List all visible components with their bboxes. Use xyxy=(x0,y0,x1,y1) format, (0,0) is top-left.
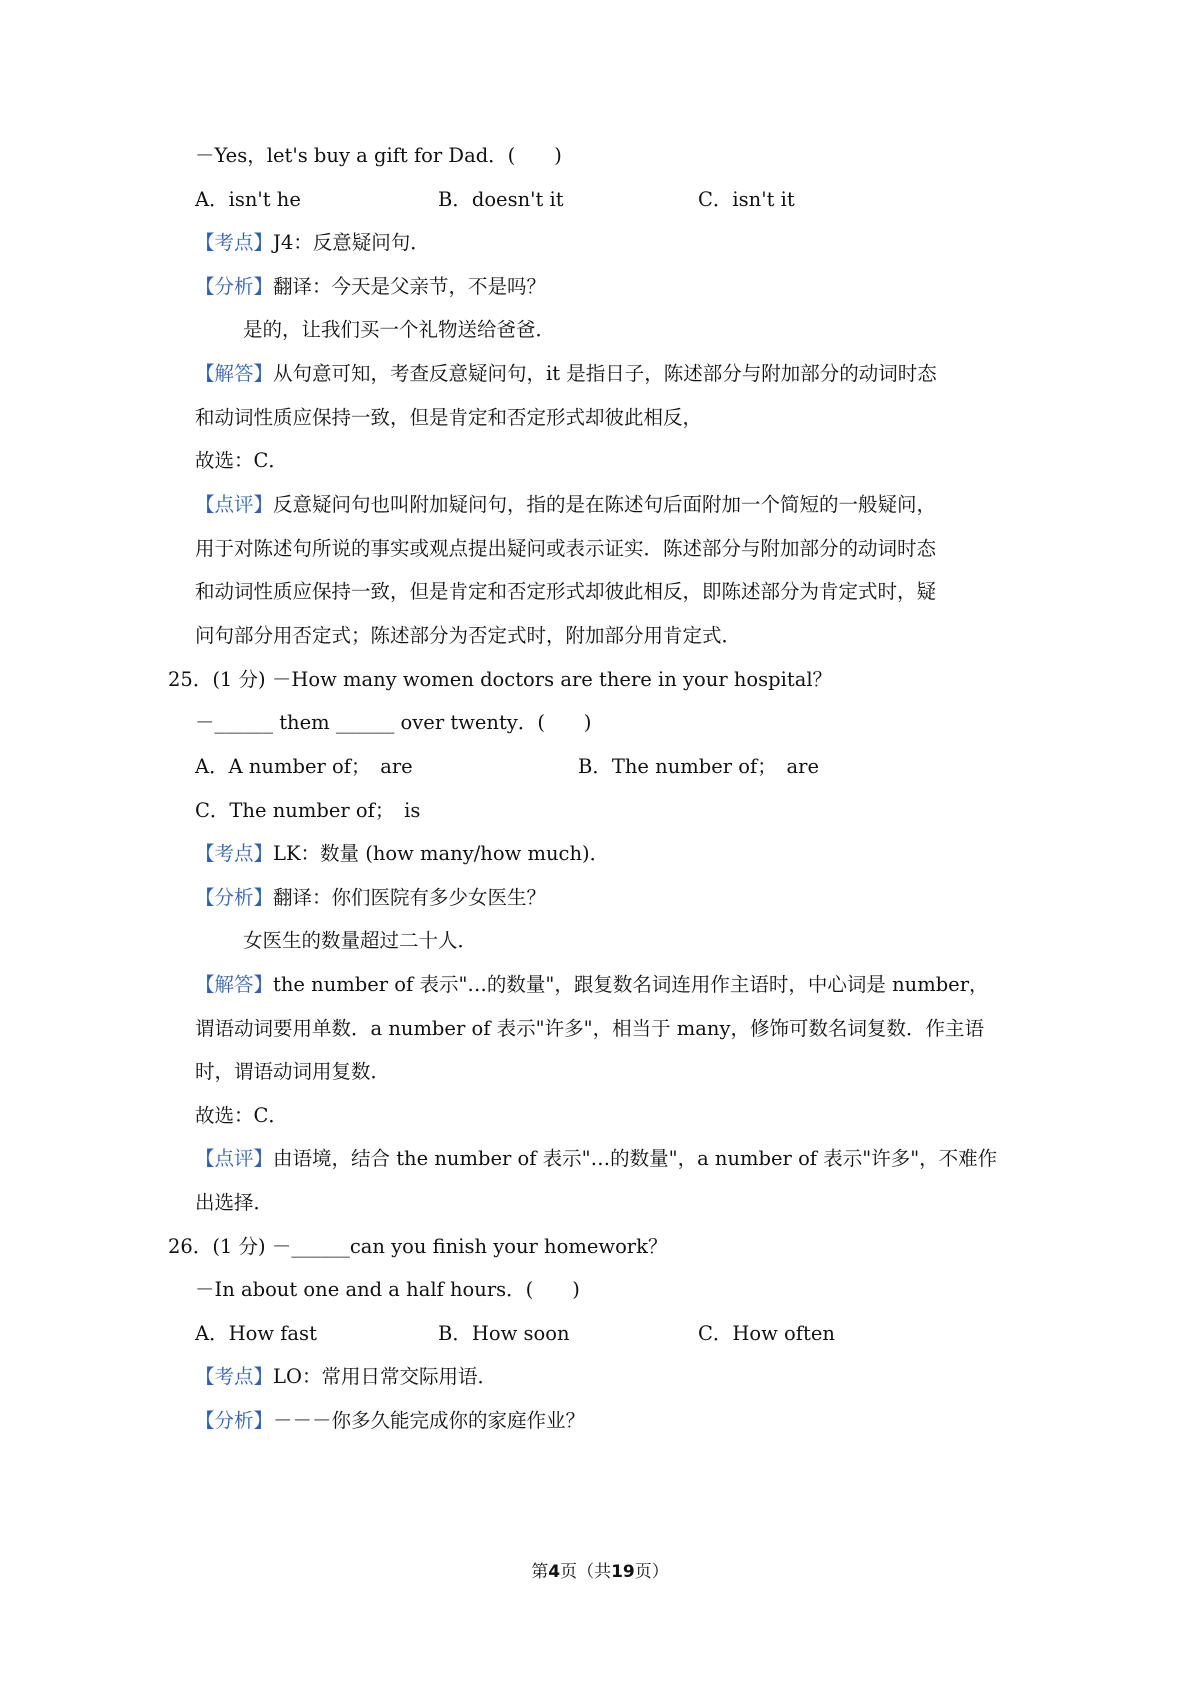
jieda-tag: 【解答】 xyxy=(195,362,274,385)
kaodian-line xyxy=(195,842,609,866)
kaodian-tag: 【考点】 xyxy=(195,231,274,254)
dianping-line xyxy=(195,1147,997,1171)
dianping-tag: 【点评】 xyxy=(195,493,274,516)
option-a: A．How fast xyxy=(195,1322,317,1345)
question-25-stem: 25．(1 分) －How many women doctors are there in your hospital？ xyxy=(168,668,833,691)
jieda-text-2: 和动词性质应保持一致，但是肯定和否定形式却彼此相反， xyxy=(195,406,703,429)
answer-line: 故选：C． xyxy=(195,1104,288,1127)
jieda-text: 从句意可知，考查反意疑问句，it 是指日子，陈述部分与附加部分的动词时态 xyxy=(273,362,937,385)
jieda-line xyxy=(195,973,989,997)
option-c: C．isn't it xyxy=(698,188,795,211)
page-footer xyxy=(0,1561,1200,1583)
dianping-text-2: 用于对陈述句所说的事实或观点提出疑问或表示证实．陈述部分与附加部分的动词时态 xyxy=(195,537,937,560)
option-b: B．The number of； are xyxy=(578,755,819,778)
fenxi-line xyxy=(195,886,546,910)
kaodian-text: LK：数量 (how many/how much)． xyxy=(273,842,610,865)
page-number: 4 xyxy=(548,1562,561,1582)
dianping-text-3: 和动词性质应保持一致，但是肯定和否定形式却彼此相反，即陈述部分为肯定式时，疑 xyxy=(195,580,937,603)
kaodian-text: J4：反意疑问句． xyxy=(273,231,430,254)
footer-prefix: 第 xyxy=(531,1562,549,1582)
answer-line: 故选：C． xyxy=(195,449,288,472)
footer-middle: 页（共 xyxy=(560,1562,612,1582)
dianping-text-2: 出选择． xyxy=(195,1191,274,1214)
fenxi-tag: 【分析】 xyxy=(195,275,274,298)
jieda-text: the number of 表示"…的数量"，跟复数名词连用作主语时，中心词是 number， xyxy=(273,973,989,996)
page-total: 19 xyxy=(611,1562,635,1582)
option-b: B．How soon xyxy=(438,1322,570,1345)
option-a: A．A number of； are xyxy=(195,755,413,778)
fenxi-tag: 【分析】 xyxy=(195,886,274,909)
option-c: C．The number of； is xyxy=(195,799,421,822)
option-b: B．doesn't it xyxy=(438,188,564,211)
dianping-text: 反意疑问句也叫附加疑问句，指的是在陈述句后面附加一个简短的一般疑问， xyxy=(273,493,937,516)
kaodian-line xyxy=(195,1365,497,1389)
kaodian-line xyxy=(195,231,430,255)
kaodian-text: LO：常用日常交际用语． xyxy=(273,1365,497,1388)
jieda-tag: 【解答】 xyxy=(195,973,274,996)
fenxi-line xyxy=(195,275,546,299)
kaodian-tag: 【考点】 xyxy=(195,1365,274,1388)
dianping-line xyxy=(195,493,936,517)
fenxi-text-2: 是的，让我们买一个礼物送给爸爸． xyxy=(243,318,556,341)
dianping-text: 由语境，结合 the number of 表示"…的数量"，a number of 表示"许多"，不难作 xyxy=(273,1147,998,1170)
jieda-text-3: 时，谓语动词用复数． xyxy=(195,1060,391,1083)
dianping-text-4: 问句部分用否定式；陈述部分为否定式时，附加部分用肯定式． xyxy=(195,624,742,647)
fenxi-line xyxy=(195,1409,585,1433)
option-a: A．isn't he xyxy=(195,188,301,211)
dialogue-line: －Yes，let's buy a gift for Dad．( ) xyxy=(195,144,562,167)
question-25-response: －______ them ______ over twenty．( ) xyxy=(195,711,592,734)
fenxi-text-2: 女医生的数量超过二十人． xyxy=(243,929,478,952)
fenxi-text: －－－你多久能完成你的家庭作业？ xyxy=(273,1409,586,1432)
option-c: C．How often xyxy=(698,1322,835,1345)
jieda-text-2: 谓语动词要用单数．a number of 表示"许多"，相当于 many，修饰可数名词复数．作主语 xyxy=(195,1017,984,1040)
fenxi-text: 翻译：你们医院有多少女医生？ xyxy=(273,886,547,909)
dianping-tag: 【点评】 xyxy=(195,1147,274,1170)
fenxi-text: 翻译：今天是父亲节，不是吗？ xyxy=(273,275,547,298)
footer-suffix: 页） xyxy=(634,1562,669,1582)
question-26-stem: 26．(1 分) －______can you finish your homework？ xyxy=(168,1235,668,1258)
jieda-line xyxy=(195,362,937,386)
question-26-response: －In about one and a half hours．( ) xyxy=(195,1278,580,1301)
fenxi-tag: 【分析】 xyxy=(195,1409,274,1432)
kaodian-tag: 【考点】 xyxy=(195,842,274,865)
